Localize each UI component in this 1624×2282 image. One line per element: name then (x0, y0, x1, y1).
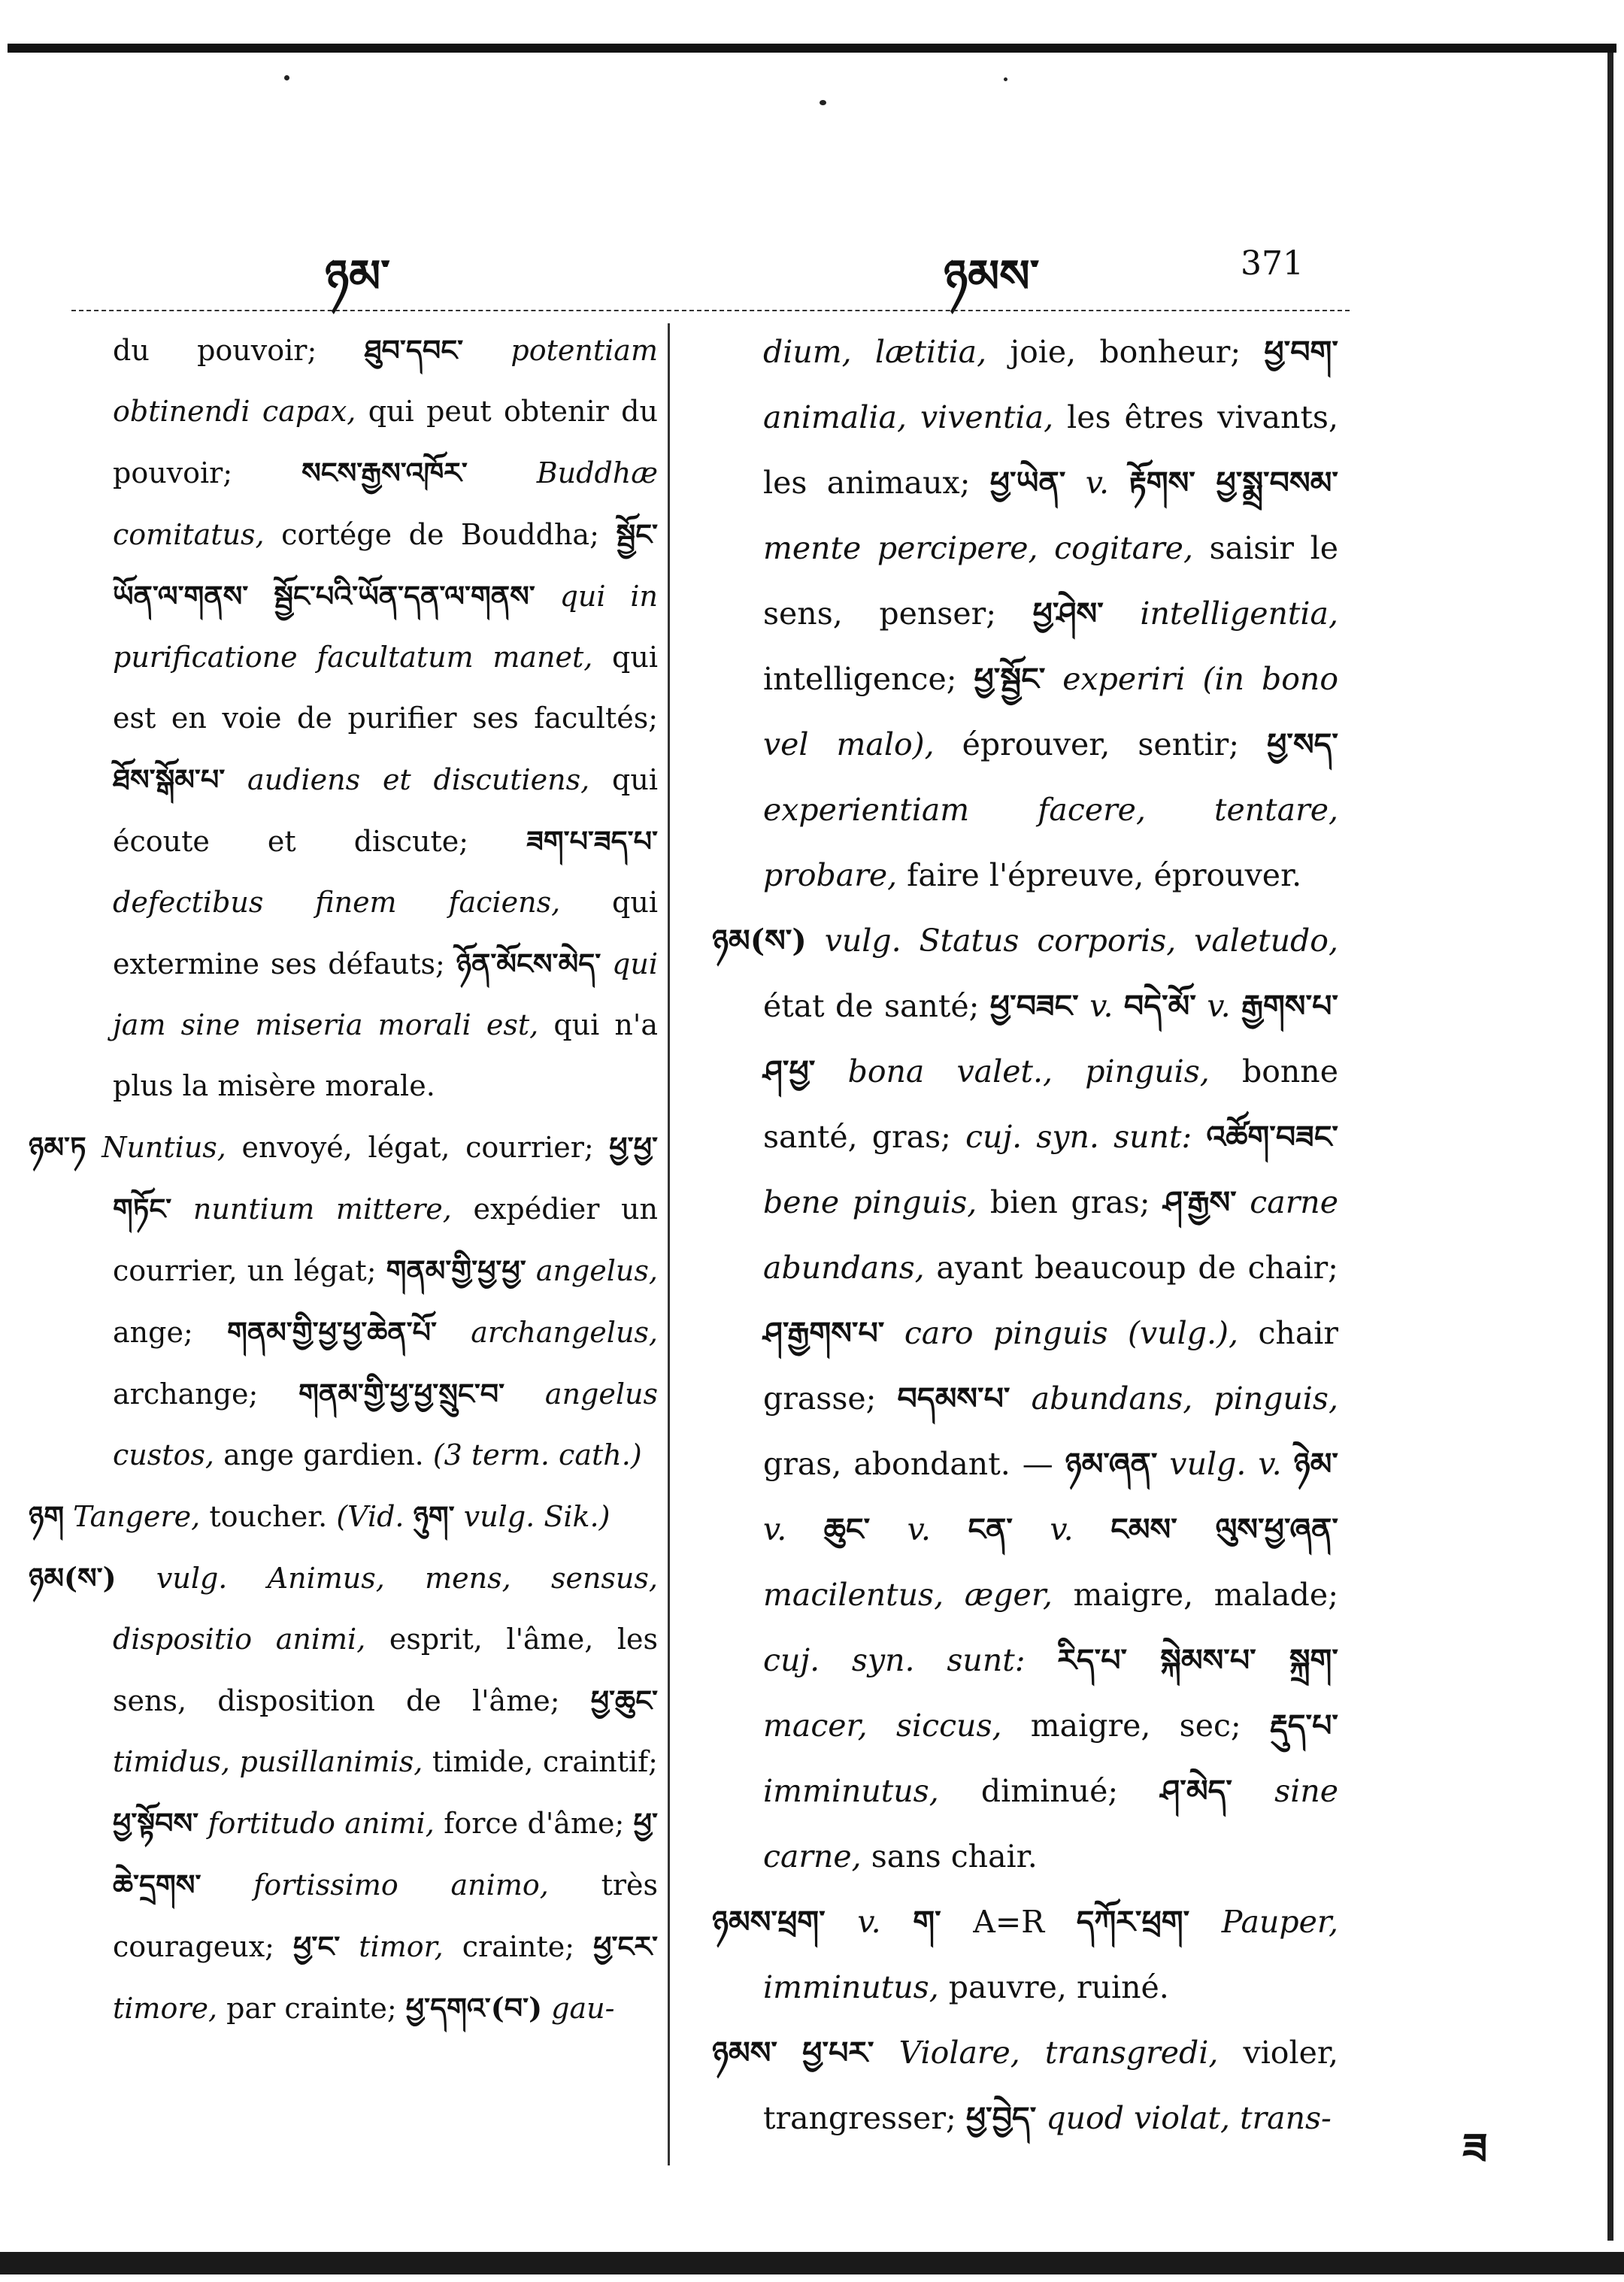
french-gloss: ange; (113, 1316, 228, 1349)
tibetan-term: ཕྱ་དགའ་(བ་) (405, 1991, 543, 2025)
latin-gloss: experientiam facere, tentare, probare, (763, 792, 1338, 893)
latin-gloss: intelligentia, (1103, 596, 1338, 632)
french-gloss: toucher. (200, 1500, 337, 1533)
latin-gloss: Buddhæ comitatus, (113, 456, 658, 551)
french-gloss: maigre, sec; (1001, 1708, 1271, 1744)
latin-gloss: v. (763, 1511, 824, 1547)
latin-gloss: fortitudo animi, (198, 1807, 435, 1840)
latin-gloss: Violare, transgredi, (874, 2035, 1219, 2071)
scan-speck (820, 100, 826, 105)
french-gloss: gras, abondant. — (763, 1446, 1065, 1482)
tibetan-term: ཉོན་མོངས་མེད་ (456, 947, 601, 980)
tibetan-term: ཕྱ་ང་ (293, 1929, 341, 1963)
latin-gloss: vulg. Sik.) (454, 1500, 611, 1533)
column-separator (668, 323, 670, 2165)
french-gloss: chair grasse; (763, 1315, 1338, 1417)
tibetan-term: ག་ (913, 1904, 941, 1940)
latin-gloss: v. (1012, 1511, 1111, 1547)
tibetan-term: འཚོག་བཟང་ (1206, 1119, 1338, 1155)
french-gloss: esprit, l'âme, les sens, disposition de l'âme; (113, 1623, 659, 1717)
tibetan-term: ཕྱ་སྦྱོང་ (974, 661, 1046, 697)
latin-gloss: angelus custos, (113, 1377, 658, 1471)
french-gloss: crainte; (443, 1930, 594, 1963)
french-gloss: A=R (941, 1904, 1077, 1940)
tibetan-term: ཕྱ་པར་ (802, 2035, 874, 2071)
latin-gloss: v. (825, 1904, 914, 1940)
french-gloss: faire l'épreuve, éprouver. (897, 857, 1302, 893)
latin-gloss: timidus, pusillanimis, (113, 1745, 423, 1778)
page-right-edge (1607, 53, 1613, 2241)
french-gloss: pauvre, ruiné. (938, 1969, 1169, 2005)
headword: ཉག (29, 1499, 65, 1533)
latin-gloss: animalia, viventia, (763, 399, 1054, 435)
tibetan-term: ཕྱ་སད་ (1267, 726, 1339, 762)
tibetan-term: ཕྱ་ཆེ་དྲགས་ (113, 1806, 658, 1902)
tibetan-term: རིད་པ་ སྐེམས་པ་ སྐྲག་ (1057, 1642, 1338, 1678)
latin-gloss: (3 term. cath.) (432, 1438, 642, 1471)
tibetan-term: བདེ་མོ་ (1123, 988, 1196, 1024)
tibetan-term: ཕྱ་ངར་ (593, 1929, 659, 1963)
french-gloss: saisir le sens, penser; (763, 530, 1338, 632)
tibetan-term: ཉུག་ (413, 1499, 455, 1533)
latin-gloss: quod violat, trans- (1036, 2100, 1332, 2136)
latin-gloss: v. (1065, 465, 1129, 501)
french-gloss: envoyé, légat, courrier; (226, 1131, 610, 1164)
latin-gloss: mente percipere, cogitare, (763, 530, 1193, 566)
french-gloss: qui écoute et discute; (113, 763, 658, 858)
dictionary-entry (712, 2020, 1338, 2151)
french-gloss: maigre, malade; (1052, 1577, 1339, 1613)
tibetan-term: ཕྱ་བཟང་ (989, 988, 1079, 1024)
tibetan-term: རྡུད་པ་ (1270, 1708, 1338, 1744)
latin-gloss: timore, (113, 1992, 218, 2025)
latin-gloss: vulg. Animus, mens, sensus, dispositio animi, (113, 1562, 658, 1656)
tibetan-term: ཉེམ་ (1293, 1446, 1338, 1482)
latin-gloss: dium, lætitia, (763, 334, 987, 370)
french-gloss: bien gras; (977, 1184, 1164, 1220)
tibetan-term: ཉམ་ཞན་ (1065, 1446, 1158, 1482)
tibetan-term: ཤ་རྒྱགས་པ་ (763, 1315, 885, 1351)
tibetan-term: སངས་རྒྱས་འཁོར་ (301, 456, 468, 489)
latin-gloss: imminutus, (763, 1773, 939, 1809)
french-gloss: les êtres vivants, les animaux; (763, 399, 1338, 501)
latin-gloss: Nuntius, (86, 1131, 226, 1164)
tibetan-term: ཕྱ་ཤེས་ (1032, 596, 1104, 632)
latin-gloss: audiens et discutiens, (225, 763, 590, 796)
tibetan-term: གནམ་གྱི་ཕྱ་ཕྱ་ཆེན་པོ་ (227, 1315, 437, 1349)
tibetan-term: ཕྱ་ཕྱ་གཏོང་ (113, 1130, 658, 1226)
tibetan-term: གནམ་གྱི་ཕྱ་ཕྱ་ (386, 1253, 526, 1287)
french-gloss: qui peut obtenir du pouvoir; (113, 395, 658, 489)
french-gloss: qui n'a plus la misère morale. (113, 1008, 658, 1102)
french-gloss (777, 2035, 802, 2071)
french-gloss: éprouver, sentir; (934, 726, 1268, 762)
tibetan-term: ཟག་པ་ཟད་པ་ (526, 824, 658, 858)
latin-gloss: timor, (340, 1930, 444, 1963)
latin-gloss: fortissimo animo, (201, 1868, 549, 1902)
tibetan-term: ཕྱ་ཡེན་ (989, 465, 1066, 501)
tibetan-term: ཕྱ་བྱེད་ (965, 2100, 1037, 2136)
dictionary-entry (712, 1890, 1338, 2020)
latin-gloss: v. (870, 1511, 968, 1547)
latin-gloss: qui in purificatione facultatum manet, (113, 580, 658, 674)
right-column (712, 320, 1339, 2151)
latin-gloss: macilentus, æger, (763, 1577, 1053, 1613)
tibetan-term: རྒྱགས་པ་ ཤ་ཕྱ་ (763, 988, 1338, 1089)
tibetan-term: དཀོར་ཕྲག་ (1076, 1904, 1190, 1940)
headword: ཉམས་ཕྲག་ (712, 1904, 826, 1940)
latin-gloss: Pauper, imminutus, (763, 1904, 1338, 2005)
french-gloss: violer, trangresser; (763, 2035, 1338, 2136)
headword: ཉམ(ས་) (29, 1561, 117, 1595)
latin-gloss: angelus, (526, 1254, 658, 1287)
latin-gloss: archangelus, (436, 1316, 658, 1349)
headword: ཉམ(ས་) (712, 923, 807, 959)
latin-gloss: abundans, pinguis, (1010, 1380, 1338, 1417)
tibetan-term: ཐུབ་དབང་ (364, 333, 464, 367)
headword: ཉམས་ (712, 2035, 778, 2071)
latin-gloss: defectibus finem faciens, (113, 886, 561, 919)
scan-speck (1004, 77, 1007, 81)
latin-gloss: bene pinguis, (763, 1184, 977, 1220)
latin-gloss: caro pinguis (vulg.), (884, 1315, 1239, 1351)
latin-gloss: potentiam obtinendi capax, (113, 334, 658, 428)
french-gloss: qui extermine ses défauts; (113, 886, 658, 980)
tibetan-term: སྦྱོང་ཡོན་ལ་གནས་ སྦྱོང་པའི་ཡོན་དན་ལ་གནས་ (113, 517, 658, 613)
latin-gloss: v. (1078, 988, 1124, 1024)
latin-gloss: bona valet., pinguis, (815, 1053, 1210, 1089)
tibetan-term: གནམ་གྱི་ཕྱ་ཕྱ་སྲུང་བ་ (298, 1377, 505, 1411)
latin-gloss: vulg. v. (1157, 1446, 1282, 1482)
french-gloss (1282, 1446, 1294, 1482)
french-gloss: archange; (113, 1377, 299, 1411)
signature-mark: ཟ (1462, 2124, 1488, 2174)
tibetan-term: ཆུང་ (823, 1511, 871, 1547)
french-gloss: diminué; (938, 1773, 1161, 1809)
latin-gloss: Tangere, (64, 1500, 201, 1533)
dictionary-entry (29, 1117, 658, 1486)
tibetan-term: ཕྱ་ཆུང་ (590, 1683, 658, 1717)
tibetan-term: བདམས་པ་ (897, 1380, 1010, 1417)
french-gloss: joie, bonheur; (986, 334, 1265, 370)
french-gloss: force d'âme; (434, 1807, 634, 1840)
entry-continuation (763, 320, 1338, 908)
latin-gloss: sine carne, (763, 1773, 1338, 1874)
latin-gloss: qui jam sine miseria morali est, (113, 947, 658, 1041)
scan-speck (284, 75, 289, 80)
french-gloss: timide, craintif; (423, 1745, 658, 1778)
french-gloss: du pouvoir; (113, 334, 365, 367)
page-number: 371 (1241, 244, 1304, 283)
french-gloss: ange gardien. (214, 1438, 433, 1471)
french-gloss: bonne santé, gras; (763, 1053, 1338, 1155)
french-gloss: expédier un courrier, un légat; (113, 1193, 658, 1287)
latin-gloss: cuj. syn. sunt: (965, 1119, 1207, 1155)
headword: ཉམ་ཏ (29, 1130, 86, 1164)
french-gloss: cortége de Bouddha; (264, 518, 617, 551)
running-head-right: ཉམས་ (944, 250, 1040, 303)
latin-gloss: experiri (in bono vel malo), (763, 661, 1339, 762)
latin-gloss: macer, siccus, (763, 1708, 1002, 1744)
latin-gloss: (Vid. (336, 1500, 414, 1533)
page-top-border (8, 44, 1616, 53)
latin-gloss: vulg. Status corporis, valetudo, (806, 923, 1338, 959)
dictionary-entry (712, 908, 1339, 1890)
entry-continuation (113, 320, 658, 1117)
dictionary-entry (29, 1547, 659, 2039)
page-bottom-border (0, 2252, 1624, 2274)
french-gloss: par crainte; (217, 1992, 406, 2025)
tibetan-term: ཕྱ་བག་ (1264, 334, 1339, 370)
latin-gloss: carne abundans, (763, 1184, 1338, 1286)
tibetan-term: ཤ་རྒྱས་ (1163, 1184, 1237, 1220)
french-gloss: état de santé; (763, 988, 990, 1024)
latin-gloss: nuntium mittere, (171, 1193, 452, 1226)
running-head-left: ཉམ་ (325, 250, 390, 303)
latin-gloss: v. (1195, 988, 1242, 1024)
tibetan-term: ཕྱ་སྟོབས་ (113, 1806, 199, 1840)
french-gloss: ayant beaucoup de chair; (924, 1250, 1338, 1286)
tibetan-term: ངན་ (968, 1511, 1013, 1547)
tibetan-term: རྟོགས་ ཕྱ་སྨྲ་བསམ་ (1129, 465, 1339, 501)
latin-gloss: cuj. syn. sunt: (763, 1642, 1058, 1678)
left-column (29, 320, 659, 2039)
tibetan-term: ཤ་མེད་ (1160, 1773, 1232, 1809)
french-gloss: très courageux; (113, 1868, 658, 1963)
french-gloss: sans chair. (861, 1838, 1038, 1874)
tibetan-term: ཐོས་སྒོམ་པ་ (113, 762, 226, 796)
latin-gloss: gau- (542, 1992, 615, 2025)
dictionary-entry (29, 1486, 658, 1547)
french-gloss: intelligence; (763, 661, 974, 697)
french-gloss: qui est en voie de purifier ses facultés; (113, 641, 659, 735)
header-rule (71, 310, 1350, 311)
tibetan-term: ངམས་ ལུས་ཕྱ་ཞན་ (1110, 1511, 1338, 1547)
